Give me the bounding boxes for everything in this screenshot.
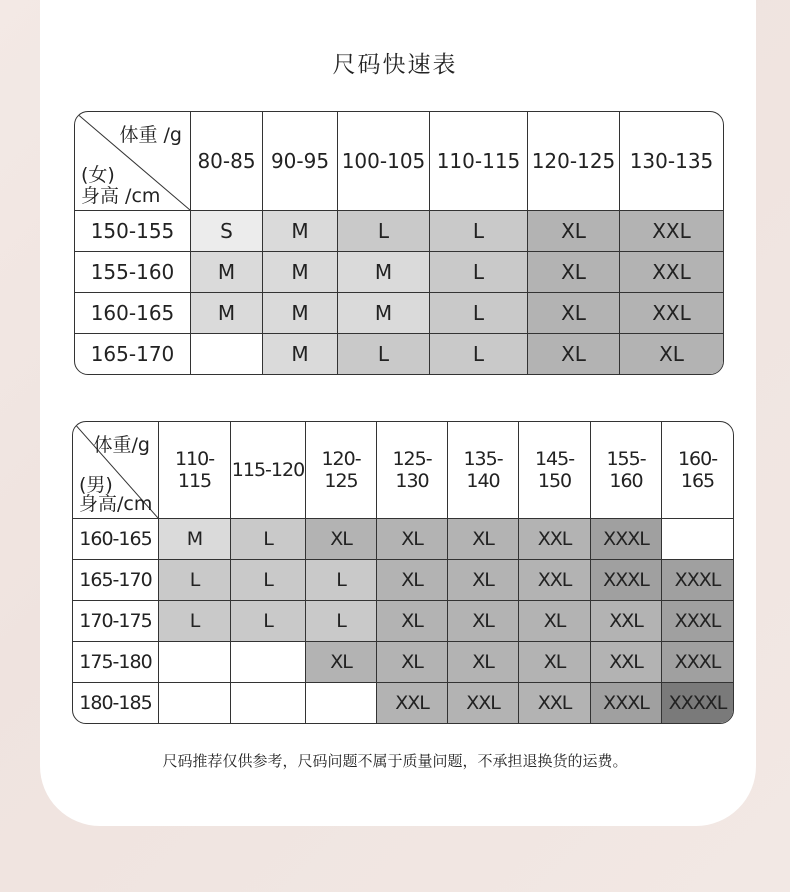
size-cell: XL [519, 601, 591, 642]
size-cell: XL [528, 252, 620, 293]
size-cell [662, 519, 733, 560]
table-row [73, 601, 733, 642]
men-size-table [72, 421, 734, 724]
size-cell: L [430, 293, 528, 334]
size-cell: XXL [519, 683, 591, 723]
size-cell: XL [448, 601, 519, 642]
size-cell: S [191, 211, 263, 252]
size-cell: XL [528, 293, 620, 334]
table-row [73, 642, 733, 683]
size-cell: XXL [591, 601, 662, 642]
height-header: 165-170 [73, 560, 159, 601]
women-corner-cell [75, 112, 191, 211]
size-cell [231, 683, 306, 723]
height-header: 170-175 [73, 601, 159, 642]
weight-header: 120-125 [306, 422, 377, 519]
table-row [73, 519, 733, 560]
size-cell: M [263, 293, 338, 334]
size-cell: L [306, 560, 377, 601]
weight-header: 155-160 [591, 422, 662, 519]
disclaimer-note: 尺码推荐仅供参考，尺码问题不属于质量问题，不承担退换货的运费。 [162, 752, 628, 770]
weight-header: 160-165 [662, 422, 733, 519]
size-cell: XL [377, 519, 448, 560]
size-cell: XL [519, 642, 591, 683]
gender-label: (男) [79, 474, 113, 496]
size-cell: XXL [620, 211, 723, 252]
weight-header: 115-120 [231, 422, 306, 519]
size-cell: M [263, 334, 338, 374]
women-size-table [74, 111, 724, 375]
size-cell: XL [448, 642, 519, 683]
size-cell [231, 642, 306, 683]
size-cell: XL [377, 642, 448, 683]
table-row [73, 683, 733, 723]
size-cell: L [306, 601, 377, 642]
weight-header: 145-150 [519, 422, 591, 519]
size-cell: M [159, 519, 231, 560]
size-cell: XL [528, 211, 620, 252]
size-cell: XXXL [591, 519, 662, 560]
size-cell: XL [528, 334, 620, 374]
size-cell: L [430, 211, 528, 252]
table-row [75, 252, 723, 293]
size-cell: L [338, 334, 430, 374]
weight-header: 135-140 [448, 422, 519, 519]
table-row [73, 560, 733, 601]
size-cell: XL [306, 642, 377, 683]
table-row [75, 211, 723, 252]
size-cell: L [430, 252, 528, 293]
size-cell: XXL [519, 519, 591, 560]
size-cell: XXXL [662, 601, 733, 642]
weight-header: 125-130 [377, 422, 448, 519]
weight-header: 120-125 [528, 112, 620, 211]
size-cell: L [159, 560, 231, 601]
size-cell: XXXL [591, 560, 662, 601]
weight-axis-label: 体重 /g [119, 124, 182, 146]
gender-label: (女) [81, 164, 115, 186]
men-corner-cell [73, 422, 159, 519]
size-cell: L [231, 519, 306, 560]
height-header: 155-160 [75, 252, 191, 293]
weight-header: 130-135 [620, 112, 723, 211]
weight-header: 100-105 [338, 112, 430, 211]
size-cell: XXL [620, 252, 723, 293]
weight-header: 110-115 [159, 422, 231, 519]
men-header-row [73, 422, 733, 519]
size-cell: M [338, 293, 430, 334]
size-cell: XXXL [591, 683, 662, 723]
size-cell: L [231, 601, 306, 642]
height-header: 150-155 [75, 211, 191, 252]
size-cell: M [338, 252, 430, 293]
height-header: 165-170 [75, 334, 191, 374]
size-cell: XL [377, 601, 448, 642]
size-cell: XXL [377, 683, 448, 723]
weight-header: 80-85 [191, 112, 263, 211]
size-cell: XXL [448, 683, 519, 723]
height-header: 160-165 [75, 293, 191, 334]
table-row [75, 293, 723, 334]
size-cell: XXXXL [662, 683, 733, 723]
height-header: 160-165 [73, 519, 159, 560]
size-cell: M [191, 252, 263, 293]
page-title: 尺码快速表 [332, 52, 458, 78]
size-cell: XXL [519, 560, 591, 601]
table-row [75, 334, 723, 374]
weight-axis-label: 体重/g [93, 434, 150, 456]
size-cell [159, 642, 231, 683]
size-cell [159, 683, 231, 723]
size-cell: XXL [591, 642, 662, 683]
size-cell: XL [448, 560, 519, 601]
size-cell [191, 334, 263, 374]
size-cell: L [231, 560, 306, 601]
height-axis-label: 身高 /cm [81, 185, 161, 207]
size-cell: L [159, 601, 231, 642]
size-cell: L [430, 334, 528, 374]
size-cell: XL [306, 519, 377, 560]
height-header: 180-185 [73, 683, 159, 723]
size-cell: XL [448, 519, 519, 560]
size-cell: L [338, 211, 430, 252]
size-cell: XL [377, 560, 448, 601]
size-cell: XXL [620, 293, 723, 334]
size-cell: M [263, 211, 338, 252]
size-cell: M [191, 293, 263, 334]
size-cell: M [263, 252, 338, 293]
women-header-row [75, 112, 723, 211]
weight-header: 110-115 [430, 112, 528, 211]
size-cell: XL [620, 334, 723, 374]
height-axis-label: 身高/cm [79, 493, 153, 515]
size-cell: XXXL [662, 560, 733, 601]
weight-header: 90-95 [263, 112, 338, 211]
size-cell [306, 683, 377, 723]
height-header: 175-180 [73, 642, 159, 683]
size-cell: XXXL [662, 642, 733, 683]
